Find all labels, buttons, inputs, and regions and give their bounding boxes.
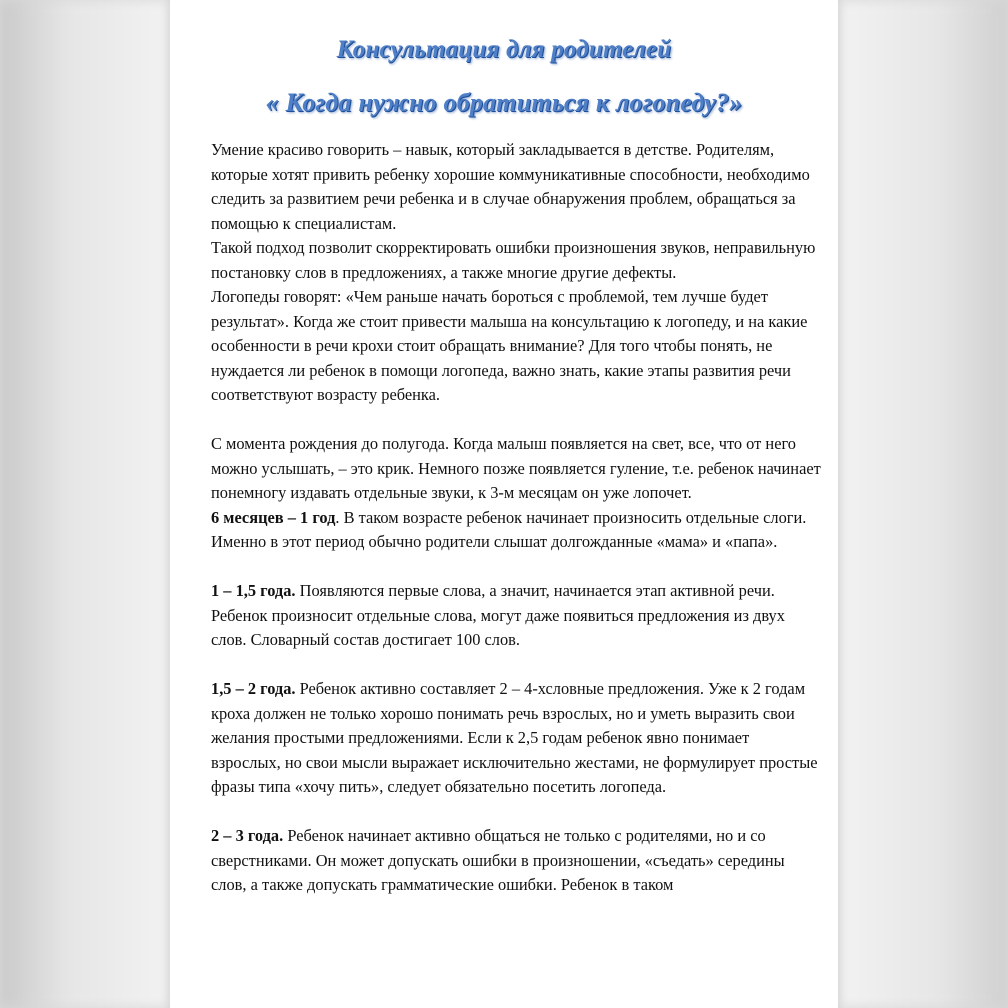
stage-2-3y-text: Ребенок начинает активно общаться не только с родителями, но и со сверстниками. Он может допускать ошибки в произношении, «съедать» середины слов, а также допускать грамматические ошибки. Ребенок в таком <box>211 826 785 894</box>
document-body <box>211 138 821 898</box>
stage-1-1.5y-label: 1 – 1,5 года. <box>211 581 296 600</box>
stage-6m-1y-paragraph <box>211 506 821 555</box>
stage-1.5-2y-text: Ребенок активно составляет 2 – 4-хсловные предложения. Уже к 2 годам кроха должен не только хорошо понимать речь взрослых, но и уметь выразить свои желания простыми предложениями. Если к 2,5 годам ребенок явно понимает взрослых, но свои мысли выражает исключительно жестами, не формулирует простые фразы типа «хочу пить», следует обязательно посетить логопеда. <box>211 679 818 796</box>
stage-2-3y-paragraph <box>211 824 821 898</box>
stage-1-1.5y-text: Появляются первые слова, а значит, начинается этап активной речи. Ребенок произносит отдельные слова, могут даже появиться предложения из двух слов. Словарный состав достигает 100 слов. <box>211 581 785 649</box>
intro-paragraph-3: Логопеды говорят: «Чем раньше начать бороться с проблемой, тем лучше будет результат». Когда же стоит привести малыша на консультацию к логопеду, и на какие особенности в речи крохи стоит обращать внимание? Для того чтобы понять, не нуждается ли ребенок в помощи логопеда, важно знать, какие этапы развития речи соответствуют возрасту ребенка. <box>211 287 808 404</box>
stage-6m-1y-text: . В таком возрасте ребенок начинает произносить отдельные слоги. Именно в этот период обычно родители слышат долгожданные «мама» и «папа». <box>211 507 807 551</box>
stage-birth-paragraph: С момента рождения до полугода. Когда малыш появляется на свет, все, что от него можно услышать, – это крик. Немного позже появляется гуление, т.е. ребенок начинает понемногу издавать отдельные звуки, к 3-м месяцам он уже лопочет. <box>211 434 821 502</box>
blurred-background-right <box>838 0 1008 1008</box>
paragraph-gap <box>211 653 821 678</box>
document-title-line-1: Консультация для родителей <box>336 36 672 63</box>
stage-2-3y-label: 2 – 3 года. <box>211 826 284 845</box>
document-title-line-2: « Когда нужно обратиться к логопеду?» <box>265 88 743 117</box>
stage-6m-1y-label: 6 месяцев – 1 год <box>211 507 336 527</box>
stage-1.5-2y-label: 1,5 – 2 года. <box>211 679 296 698</box>
paragraph-gap <box>211 800 821 825</box>
paragraph-gap <box>211 408 821 433</box>
intro-paragraph-2: Такой подход позволит скорректировать ошибки произношения звуков, неправильную постановку слов в предложениях, а также многие другие дефекты. <box>211 238 816 282</box>
paragraph-gap <box>211 555 821 580</box>
intro-paragraph-1: Умение красиво говорить – навык, который закладывается в детстве. Родителям, которые хотят привить ребенку хорошие коммуникативные способности, необходимо следить за развитием речи ребенка и в случае обнаружения проблем, обращаться за помощью к специалистам. <box>211 140 810 233</box>
document-page <box>170 0 838 1008</box>
stage-1.5-2y-paragraph <box>211 677 821 800</box>
blurred-background-left <box>0 0 170 1008</box>
stage-1-1.5y-paragraph <box>211 579 821 653</box>
